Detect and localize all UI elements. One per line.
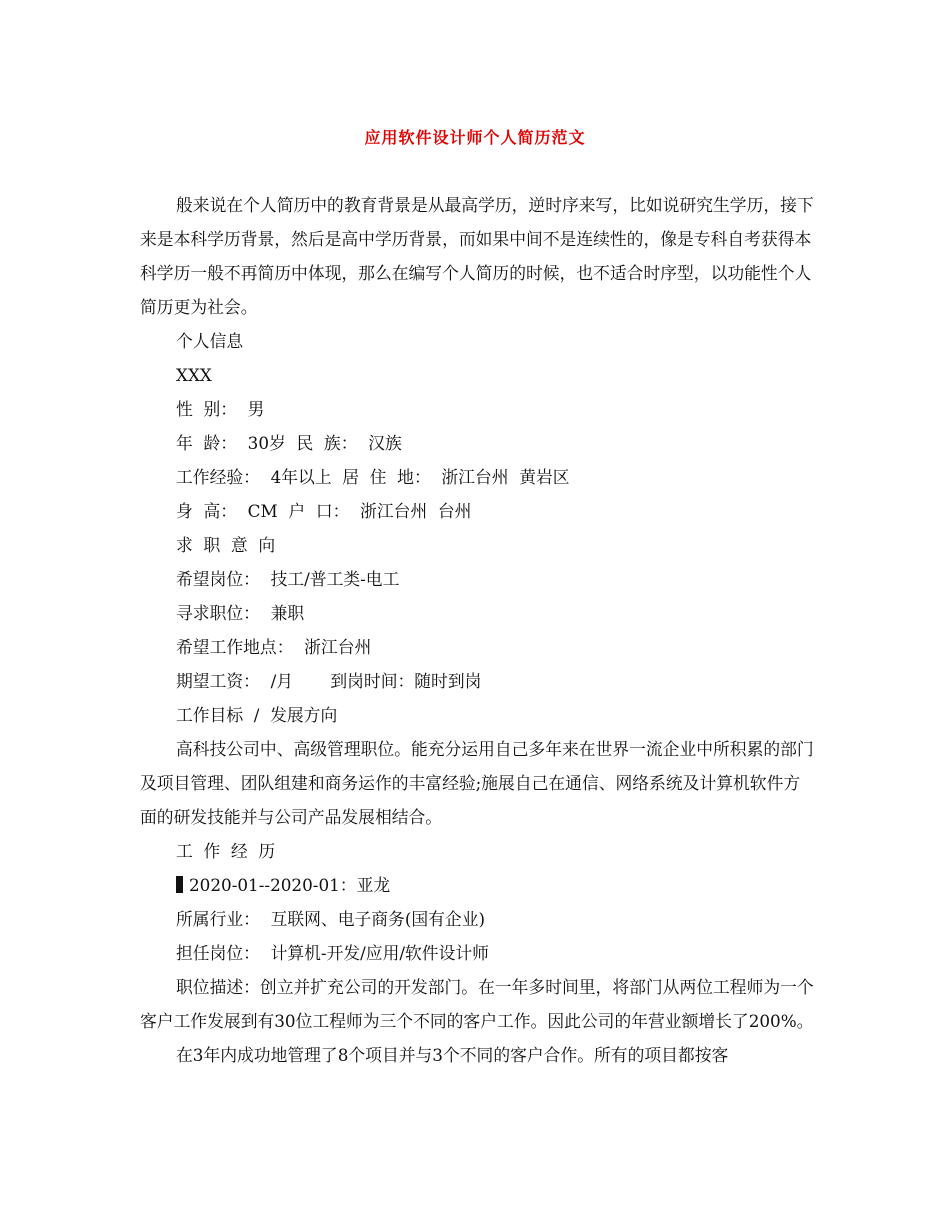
experience-residence-line: 工作经验： 4年以上 居 住 地： 浙江台州 黄岩区 <box>176 467 570 487</box>
age-ethnicity-line: 年 龄： 30岁 民 族： 汉族 <box>176 433 402 453</box>
bullet-block-icon <box>176 876 183 893</box>
job-intention-heading: 求 职 意 向 <box>176 535 276 555</box>
personal-info-heading: 个人信息 <box>176 331 244 351</box>
work-period-text: 2020-01--2020-01：亚龙 <box>189 875 391 895</box>
document-body <box>140 188 815 1072</box>
job-type-line: 寻求职位： 兼职 <box>176 603 305 623</box>
intro-paragraph: 般来说在个人简历中的教育背景是从最高学历，逆时序来写，比如说研究生学历，接下来是本科学历背景，然后是高中学历背景，而如果中间不是连续性的，像是专科自考获得本科学历一般不再简历中体现，那么在编写个人简历的时候，也不适合时序型，以功能性个人简历更为社会。 <box>140 195 814 317</box>
height-hukou-line: 身 高： CM 户 口： 浙江台州 台州 <box>176 501 472 521</box>
industry-line: 所属行业： 互联网、电子商务(国有企业) <box>176 909 486 929</box>
desired-location-line: 希望工作地点： 浙江台州 <box>176 637 372 657</box>
work-period-line <box>140 868 815 902</box>
job-description-paragraph: 职位描述：创立并扩充公司的开发部门。在一年多时间里，将部门从两位工程师为一个客户工作发展到有30位工程师为三个不同的客户工作。因此公司的年营业额增长了200%。 <box>140 977 814 1031</box>
work-history-heading: 工 作 经 历 <box>176 841 276 861</box>
achievement-paragraph: 在3年内成功地管理了8个项目并与3个不同的客户合作。所有的项目都按客 <box>176 1045 729 1065</box>
desired-position-line: 希望岗位： 技工/普工类-电工 <box>176 569 400 589</box>
goal-paragraph: 高科技公司中、高级管理职位。能充分运用自己多年来在世界一流企业中所积累的部门及项目管理、团队组建和商务运作的丰富经验;施展自己在通信、网络系统及计算机软件方面的研发技能并与公司产品发展相结合。 <box>140 739 814 827</box>
document-title: 应用软件设计师个人简历范文 <box>364 128 586 147</box>
salary-arrival-line: 期望工资： /月 到岗时间：随时到岗 <box>176 671 482 691</box>
position-line: 担任岗位： 计算机-开发/应用/软件设计师 <box>176 943 489 963</box>
name-line: XXX <box>176 365 212 385</box>
goal-heading: 工作目标 / 发展方向 <box>176 705 338 725</box>
gender-line: 性 别： 男 <box>176 399 265 419</box>
